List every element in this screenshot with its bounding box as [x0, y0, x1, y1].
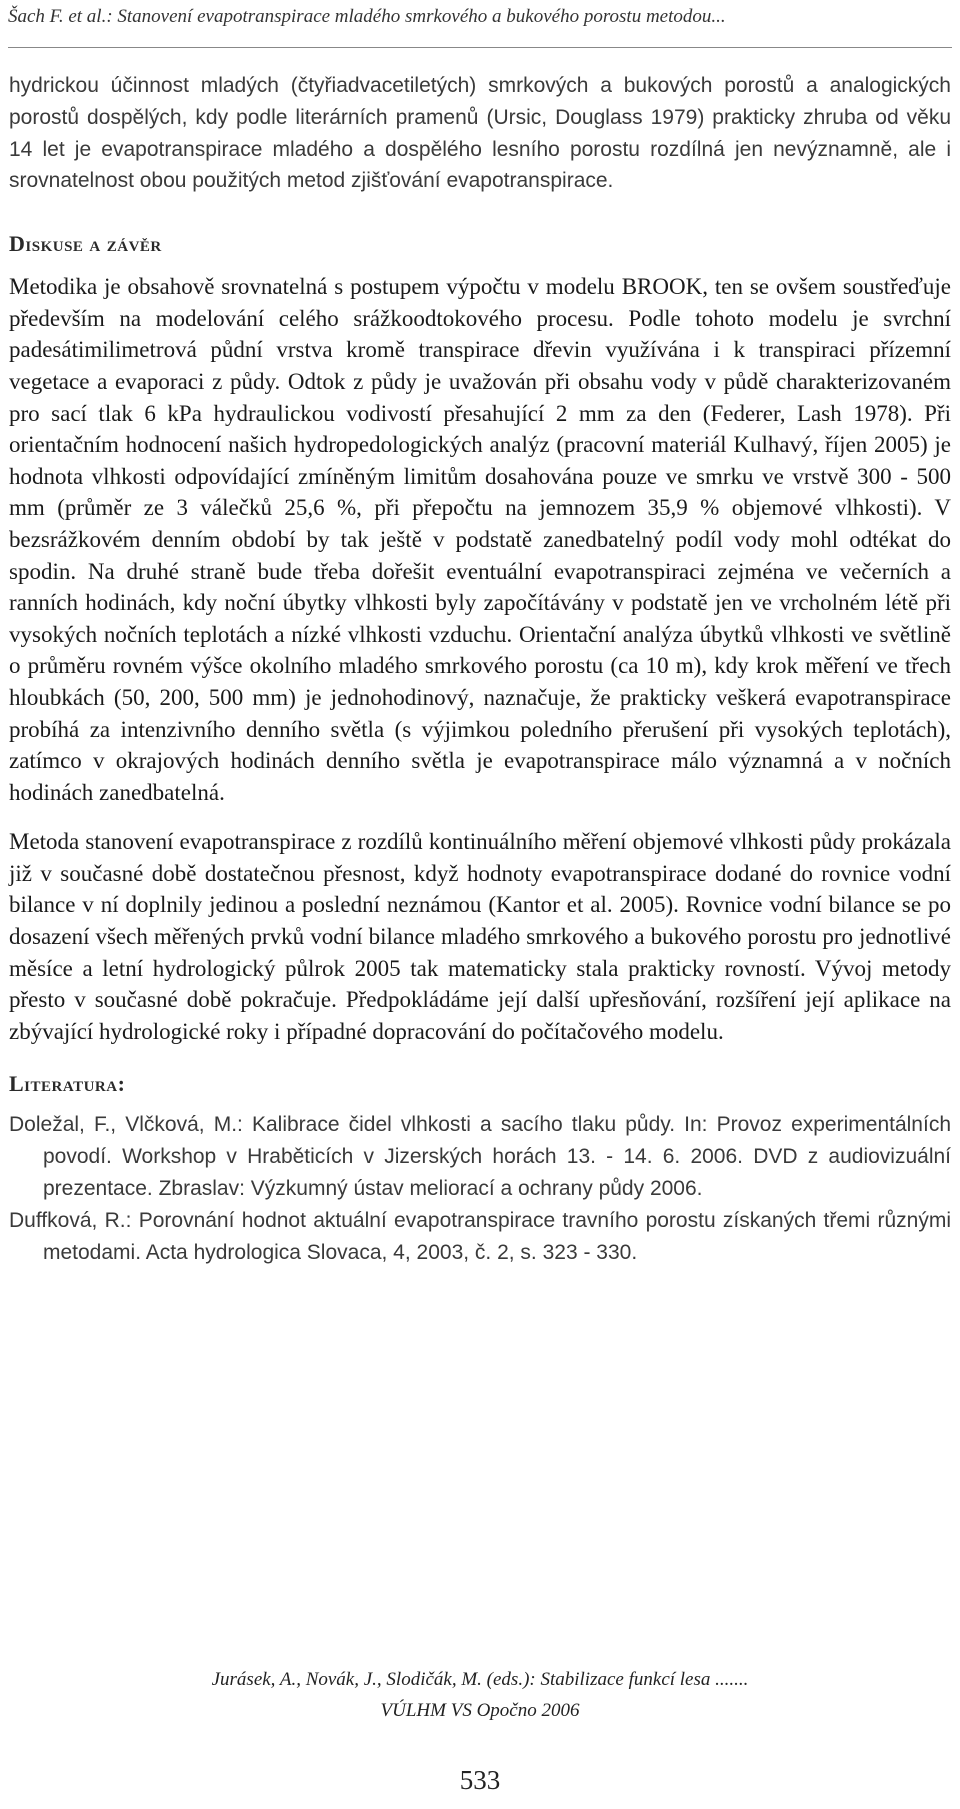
literature-heading: Literatura: — [9, 1071, 126, 1097]
footer-publisher: VÚLHM VS Opočno 2006 — [380, 1700, 580, 1721]
page-content — [9, 70, 951, 1269]
reference-list — [9, 1109, 951, 1269]
page-number: 533 — [459, 1765, 501, 1795]
discussion-heading: Diskuse a závěr — [9, 231, 162, 257]
discussion-paragraph-2: Metoda stanovení evapotranspirace z rozdílů kontinuálního měření objemové vlhkosti půdy prokázala již v současné době dostatečnou přesnost, když hodnoty evapotranspirace dodané do rovnice vodní bilance v ní doplnily jedinou a poslední neznámou (Kantor et al. 2005). Rovnice vodní bilance se po dosazení všech měřených prvků vodní bilance mladého smrkového a bukového porostu pro jednotlivé měsíce a letní hydrologický půlrok 2005 tak matematicky stala prakticky rovností. Vývoj metody přesto v současné době pokračuje. Předpokládáme její další upřesňování, rozšíření její aplikace na zbývající hydrologické roky i případné dopracování do počítačového modelu. — [9, 829, 951, 1044]
reference-item: Doležal, F., Vlčková, M.: Kalibrace čidel vlhkosti a sacího tlaku půdy. In: Provoz experimentálních povodí. Workshop v Hraběticích v Jizerských horách 13. - 14. 6. 2006. DVD z audiovizuální prezentace. Zbraslav: Výzkumný ústav meliorací a ochrany půdy 2006. — [9, 1113, 951, 1201]
footer-citation: Jurásek, A., Novák, J., Slodičák, M. (eds.): Stabilizace funkcí lesa ....... — [211, 1669, 749, 1690]
header-rule — [8, 47, 952, 48]
discussion-paragraph-1: Metodika je obsahově srovnatelná s postupem výpočtu v modelu BROOK, ten se ovšem soustřeďuje především na modelování celého srážkoodtokového procesu. Podle tohoto modelu je svrchní padesátimilimetrová půdní vrstva kromě transpirace dřevin využívána i k transpiraci přízemní vegetace a evaporaci z půdy. Odtok z půdy je uvažován při obsahu vody v půdě charakterizovaném pro sací tlak 6 kPa hydraulickou vodivostí přesahující 2 mm za den (Federer, Lash 1978). Při orientačním hodnocení našich hydropedologických analýz (pracovní materiál Kulhavý, říjen 2005) je hodnota vlhkosti odpovídající zmíněným limitům dosahována pouze ve smrku ve vrstvě 300 - 500 mm (průměr ze 3 válečků 25,6 %, při přepočtu na jemnozem 35,9 % objemové vlhkosti). V bezsrážkovém denním období by tak ještě v podstatě zanedbatelný podíl vody mohl odtékat do spodin. Na druhé straně bude třeba dořešit eventuální evapotranspiraci zejména ve večerních a ranních hodinách, kdy noční úbytky vlhkosti byly započítávány v podstatě jen ve vrcholném létě při vysokých nočních teplotách a nízké vlhkosti vzduchu. Orientační analýza úbytků vlhkosti ve světlině o průměru rovném výšce okolního mladého smrkového porostu (ca 10 m), kdy krok měření ve třech hloubkách (50, 200, 500 mm) je jednohodinový, naznačuje, že prakticky veškerá evapotranspirace probíhá za intenzivního denního světla (s výjimkou poledního přerušení při vysokých teplotách), zatímco v okrajových hodinách denního světla je evapotranspirace málo významná a v nočních hodinách zanedbatelná. — [9, 274, 951, 805]
reference-item: Duffková, R.: Porovnání hodnot aktuální evapotranspirace travního porostu získaných třemi různými metodami. Acta hydrologica Slovaca, 4, 2003, č. 2, s. 323 - 330. — [9, 1209, 951, 1265]
intro-paragraph: hydrickou účinnost mladých (čtyřiadvacetiletých) smrkových a bukových porostů a analogických porostů dospělých, kdy podle literárních pramenů (Ursic, Douglass 1979) prakticky zhruba od věku 14 let je evapotranspirace mladého a dospělého lesního porostu rozdílná jen nevýznamně, ale i srovnatelnost obou použitých metod zjišťování evapotranspirace. — [9, 74, 951, 193]
running-head: Šach F. et al.: Stanovení evapotranspirace mladého smrkového a bukového porostu metodou... — [8, 6, 726, 27]
